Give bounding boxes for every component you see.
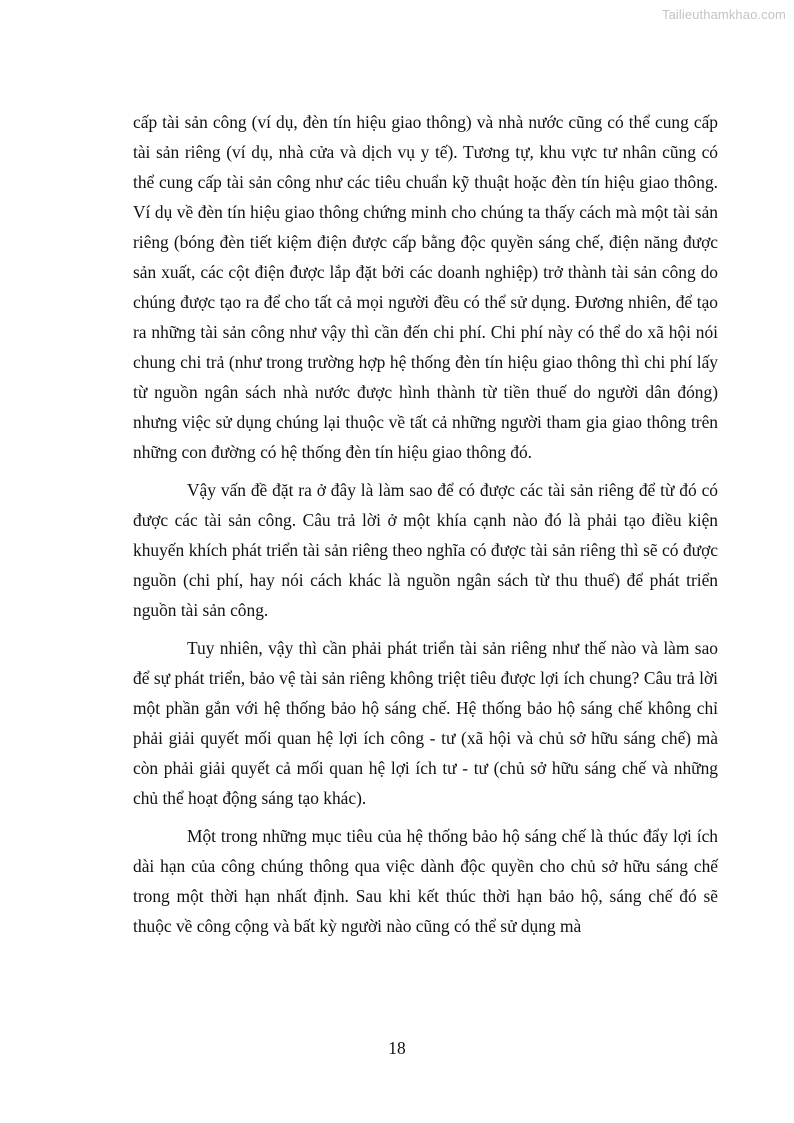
paragraph-patent-goals: Một trong những mục tiêu của hệ thống bảo hộ sáng chế là thúc đẩy lợi ích dài hạn của công chúng thông qua việc dành độc quyền cho chủ sở hữu sáng chế trong một thời hạn nhất định. Sau khi kết thúc thời hạn bảo hộ, sáng chế đó sẽ thuộc về công cộng và bất kỳ người nào cũng có thể sử dụng mà [133, 826, 718, 936]
paragraph-continued: cấp tài sản công (ví dụ, đèn tín hiệu giao thông) và nhà nước cũng có thể cung cấp tài sản riêng (ví dụ, nhà cửa và dịch vụ y tế). Tương tự, khu vực tư nhân cũng có thể cung cấp tài sản công như các tiêu chuẩn kỹ thuật hoặc đèn tín hiệu giao thông. Ví dụ về đèn tín hiệu giao thông chứng minh cho chúng ta thấy cách mà một tài sản riêng (bóng đèn tiết kiệm điện được cấp bằng độc quyền sáng chế, điện năng được sản xuất, các cột điện được lắp đặt bởi các doanh nghiệp) trở thành tài sản công do chúng được tạo ra để cho tất cả mọi người đều có thể sử dụng. Đương nhiên, để tạo ra những tài sản công như vậy thì cần đến chi phí. Chi phí này có thể do xã hội nói chung chi trả (như trong trường hợp hệ thống đèn tín hiệu giao thông thì chi phí lấy từ nguồn ngân sách nhà nước được hình thành từ tiền thuế do người dân đóng) nhưng việc sử dụng chúng lại thuộc về tất cả những người tham gia giao thông trên những con đường có hệ thống đèn tín hiệu giao thông đó. [133, 112, 718, 462]
watermark: Tailieuthamkhao.com [661, 7, 786, 22]
page-number: 18 [388, 1038, 406, 1058]
paragraph-patent-system: Tuy nhiên, vậy thì cần phải phát triển tài sản riêng như thế nào và làm sao để sự phát triển, bảo vệ tài sản riêng không triệt tiêu được lợi ích chung? Câu trả lời một phần gắn với hệ thống bảo hộ sáng chế. Hệ thống bảo hộ sáng chế không chỉ phải giải quyết mối quan hệ lợi ích công - tư (xã hội và chủ sở hữu sáng chế) mà còn phải giải quyết cả mối quan hệ lợi ích tư - tư (chủ sở hữu sáng chế và những chủ thể hoạt động sáng tạo khác). [133, 638, 718, 808]
paragraph-private-assets: Vậy vấn đề đặt ra ở đây là làm sao để có được các tài sản riêng để từ đó có được các tài sản công. Câu trả lời ở một khía cạnh nào đó là phải tạo điều kiện khuyến khích phát triển tài sản riêng theo nghĩa có được tài sản riêng thì sẽ có được nguồn (chi phí, hay nói cách khác là nguồn ngân sách từ thu thuế) để phát triển nguồn tài sản công. [133, 480, 718, 620]
document-body [133, 107, 718, 949]
